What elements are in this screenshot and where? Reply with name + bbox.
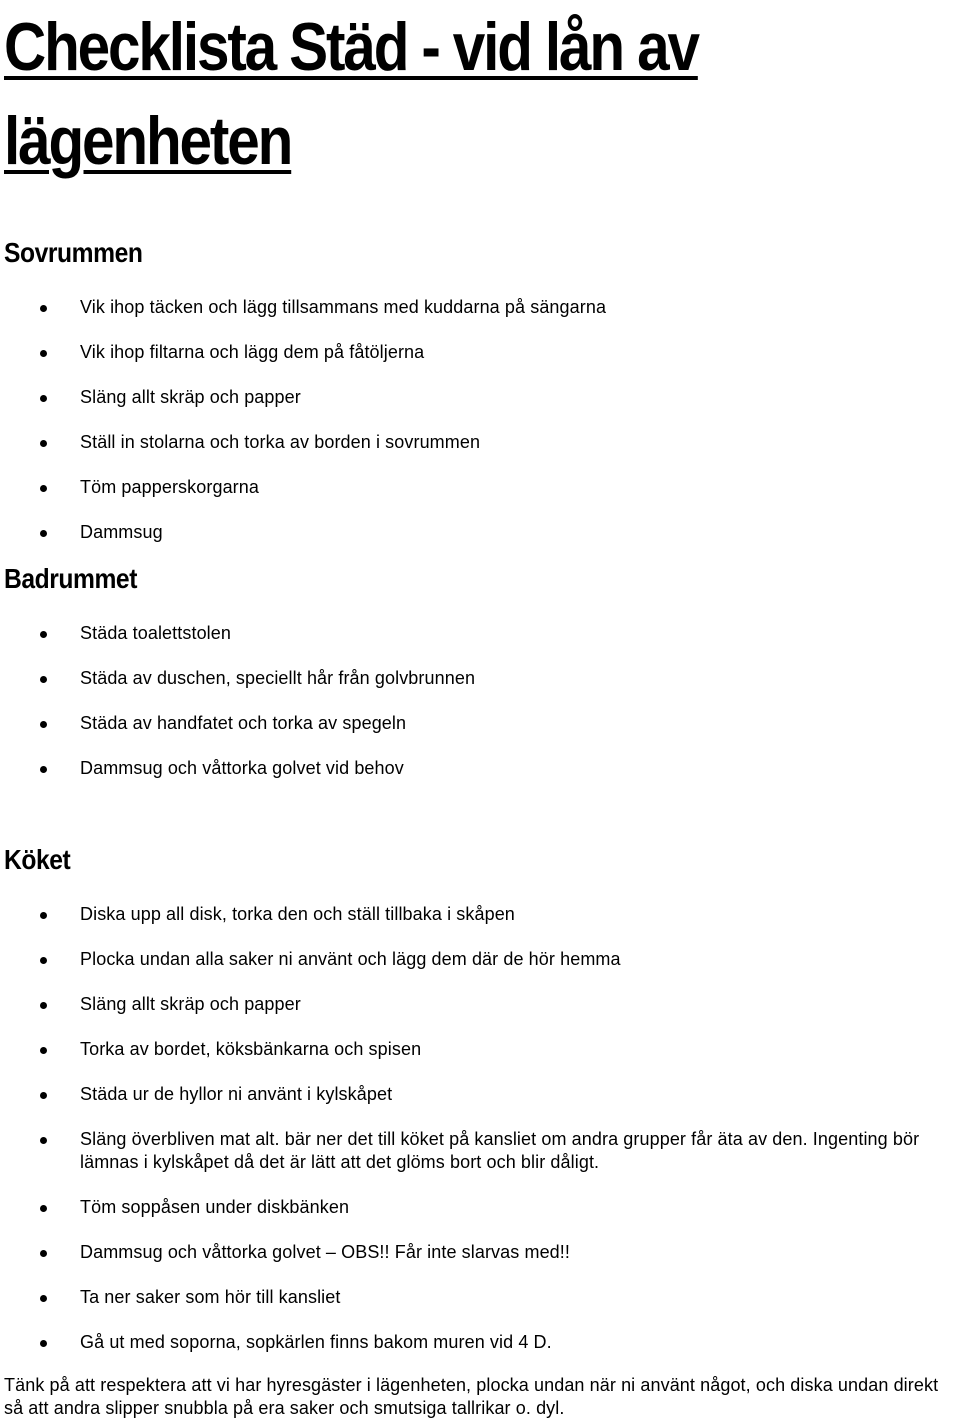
list-item-text: Släng överbliven mat alt. bär ner det till köket på kansliet om andra grupper får äta av den. Ingenting bör lämnas i kylskåpet då det är lätt att det glöms bort och blir dåligt. xyxy=(80,1129,920,1172)
bullet-icon xyxy=(40,1092,47,1099)
list-item-text: Diska upp all disk, torka den och ställ tillbaka i skåpen xyxy=(80,904,515,924)
bullet-icon xyxy=(40,350,47,357)
title-line-2: lägenheten xyxy=(4,103,292,179)
footer-note: Tänk på att respektera att vi har hyresgäster i lägenheten, plocka undan när ni använt något, och diska undan direkt så att andra slipper snubbla på era saker och smutsiga tallrikar o. dyl. xyxy=(4,1375,939,1418)
section-heading-koket: Köket xyxy=(4,844,71,875)
list-item-text: Töm soppåsen under diskbänken xyxy=(80,1197,350,1217)
bullet-icon xyxy=(40,1137,47,1144)
bullet-icon xyxy=(40,1002,47,1009)
list-item-text: Städa ur de hyllor ni använt i kylskåpet xyxy=(80,1084,393,1104)
bullet-icon xyxy=(40,1047,47,1054)
bullet-icon xyxy=(40,485,47,492)
list-item-text: Dammsug och våttorka golvet – OBS!! Får inte slarvas med!! xyxy=(80,1242,570,1262)
list-item-text: Ställ in stolarna och torka av borden i sovrummen xyxy=(80,432,481,452)
list-item-text: Töm papperskorgarna xyxy=(80,477,259,497)
bullet-icon xyxy=(40,395,47,402)
list-item-text: Vik ihop täcken och lägg tillsammans med kuddarna på sängarna xyxy=(80,297,607,317)
list-item-text: Ta ner saker som hör till kansliet xyxy=(80,1287,341,1307)
bullet-icon xyxy=(40,440,47,447)
bullet-icon xyxy=(40,530,47,537)
list-item-text: Plocka undan alla saker ni använt och lägg dem där de hör hemma xyxy=(80,949,621,969)
bullet-icon xyxy=(40,1295,47,1302)
list-item-text: Torka av bordet, köksbänkarna och spisen xyxy=(80,1039,422,1059)
list-item-text: Dammsug xyxy=(80,522,163,542)
section-heading-sovrummen: Sovrummen xyxy=(4,237,143,268)
list-item-text: Dammsug och våttorka golvet vid behov xyxy=(80,758,404,778)
list-item-text: Vik ihop filtarna och lägg dem på fåtöljerna xyxy=(80,342,425,362)
list-item-text: Städa av handfatet och torka av spegeln xyxy=(80,713,407,733)
list-item-text: Gå ut med soporna, sopkärlen finns bakom muren vid 4 D. xyxy=(80,1332,552,1352)
title-line-1: Checklista Städ - vid lån av xyxy=(4,9,698,85)
bullet-icon xyxy=(40,1340,47,1347)
list-item-text: Städa toalettstolen xyxy=(80,623,232,643)
bullet-icon xyxy=(40,957,47,964)
bullet-icon xyxy=(40,305,47,312)
list-item-text: Släng allt skräp och papper xyxy=(80,387,301,407)
bullet-icon xyxy=(40,1205,47,1212)
list-item-text: Städa av duschen, speciellt hår från golvbrunnen xyxy=(80,668,476,688)
bullet-icon xyxy=(40,912,47,919)
bullet-icon xyxy=(40,766,47,773)
list-item-text: Släng allt skräp och papper xyxy=(80,994,301,1014)
document-title xyxy=(4,0,812,188)
bullet-icon xyxy=(40,676,47,683)
bullet-icon xyxy=(40,1250,47,1257)
bullet-icon xyxy=(40,631,47,638)
section-heading-badrummet: Badrummet xyxy=(4,563,137,594)
bullet-icon xyxy=(40,721,47,728)
